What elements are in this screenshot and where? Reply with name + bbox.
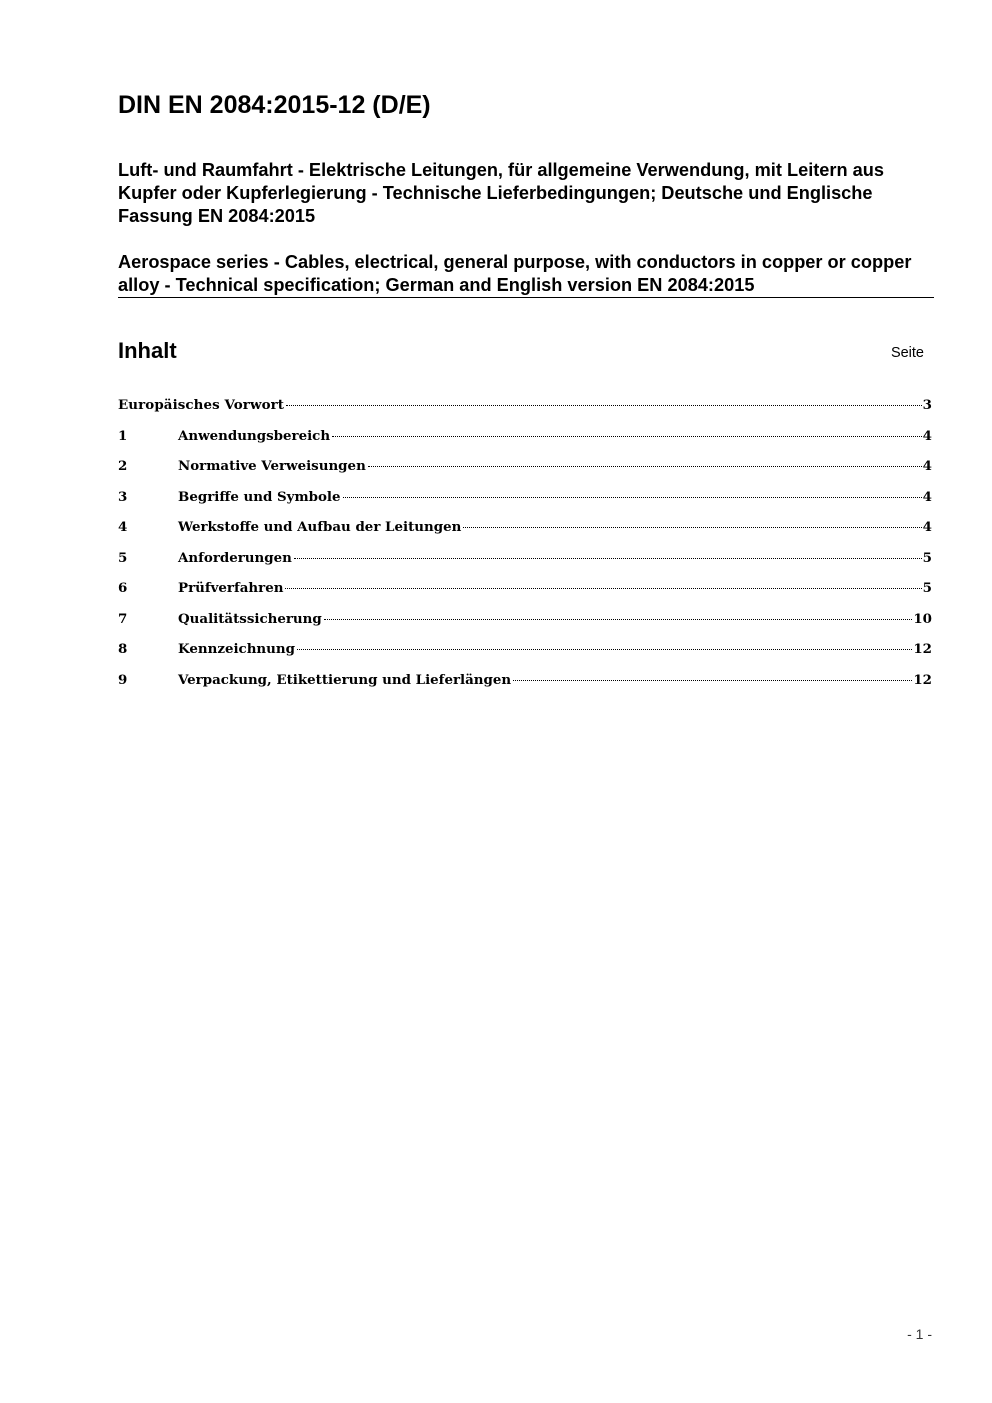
toc-entry-number: 4 <box>118 519 128 535</box>
toc-entry-1[interactable] <box>118 424 932 455</box>
toc-leader-dots <box>286 404 922 406</box>
toc-entry-title: Normative Verweisungen <box>178 458 366 474</box>
toc-leader-dots <box>297 648 912 650</box>
toc-entry-foreword[interactable] <box>118 393 932 424</box>
toc-entry-number: 3 <box>118 488 128 505</box>
toc-entry-title: Kennzeichnung <box>178 641 296 657</box>
subtitle-english: Aerospace series - Cables, electrical, general purpose, with conductors in copper or copper alloy - Technical specification; German and English version EN 2084:2015 <box>118 252 912 295</box>
toc-entry-title: Werkstoffe und Aufbau der Leitungen <box>178 519 462 535</box>
toc-entry-title: Europäisches Vorwort <box>118 397 285 413</box>
toc-leader-dots <box>368 465 922 467</box>
toc-entry-3[interactable] <box>118 485 932 516</box>
toc-leader-dots <box>343 496 922 498</box>
toc-entry-number: 2 <box>118 458 128 474</box>
table-of-contents <box>118 393 932 698</box>
toc-heading: Inhalt <box>118 338 177 363</box>
page-number: - 1 - <box>907 1326 932 1342</box>
toc-leader-dots <box>332 435 922 437</box>
toc-leader-dots <box>324 618 913 620</box>
document-title: DIN EN 2084:2015-12 (D/E) <box>118 91 431 119</box>
toc-entry-page: 5 <box>922 549 932 566</box>
toc-entry-number: 9 <box>118 671 128 688</box>
toc-entry-number: 6 <box>118 580 128 596</box>
toc-entry-title: Verpackung, Etikettierung und Lieferlängen <box>178 671 512 688</box>
toc-entry-page: 4 <box>922 519 932 535</box>
toc-entry-page: 5 <box>922 580 932 596</box>
toc-entry-2[interactable] <box>118 454 932 485</box>
toc-entry-page: 10 <box>913 610 932 627</box>
toc-entry-number: 7 <box>118 610 128 627</box>
toc-entry-6[interactable] <box>118 576 932 607</box>
toc-leader-dots <box>463 526 921 528</box>
title-divider <box>118 297 934 298</box>
toc-entry-title: Qualitätssicherung <box>178 610 322 627</box>
toc-leader-dots <box>294 557 922 559</box>
toc-entry-9[interactable] <box>118 668 932 699</box>
toc-leader-dots <box>285 587 921 589</box>
toc-entry-number: 8 <box>118 641 128 657</box>
toc-entry-number: 5 <box>118 549 128 566</box>
toc-entry-4[interactable] <box>118 515 932 546</box>
toc-entry-page: 12 <box>913 641 932 657</box>
toc-entry-page: 12 <box>913 671 932 688</box>
toc-leader-dots <box>513 679 912 681</box>
toc-entry-title: Anwendungsbereich <box>178 427 331 444</box>
toc-entry-5[interactable] <box>118 546 932 577</box>
toc-entry-number: 1 <box>118 427 128 444</box>
subtitle-german: Luft- und Raumfahrt - Elektrische Leitungen, für allgemeine Verwendung, mit Leitern aus Kupfer oder Kupferlegierung - Technische Lieferbedingungen; Deutsche und Englische Fassung EN 2084:2015 <box>118 160 884 226</box>
toc-entry-page: 4 <box>922 488 932 505</box>
toc-entry-page: 4 <box>922 427 932 444</box>
toc-page-column-label: Seite <box>890 345 924 361</box>
toc-entry-8[interactable] <box>118 637 932 668</box>
toc-entry-7[interactable] <box>118 607 932 638</box>
toc-entry-title: Begriffe und Symbole <box>178 488 341 505</box>
toc-entry-page: 4 <box>922 458 932 474</box>
toc-entry-title: Prüfverfahren <box>178 580 284 596</box>
toc-entry-page: 3 <box>922 397 932 413</box>
toc-entry-title: Anforderungen <box>178 549 292 566</box>
